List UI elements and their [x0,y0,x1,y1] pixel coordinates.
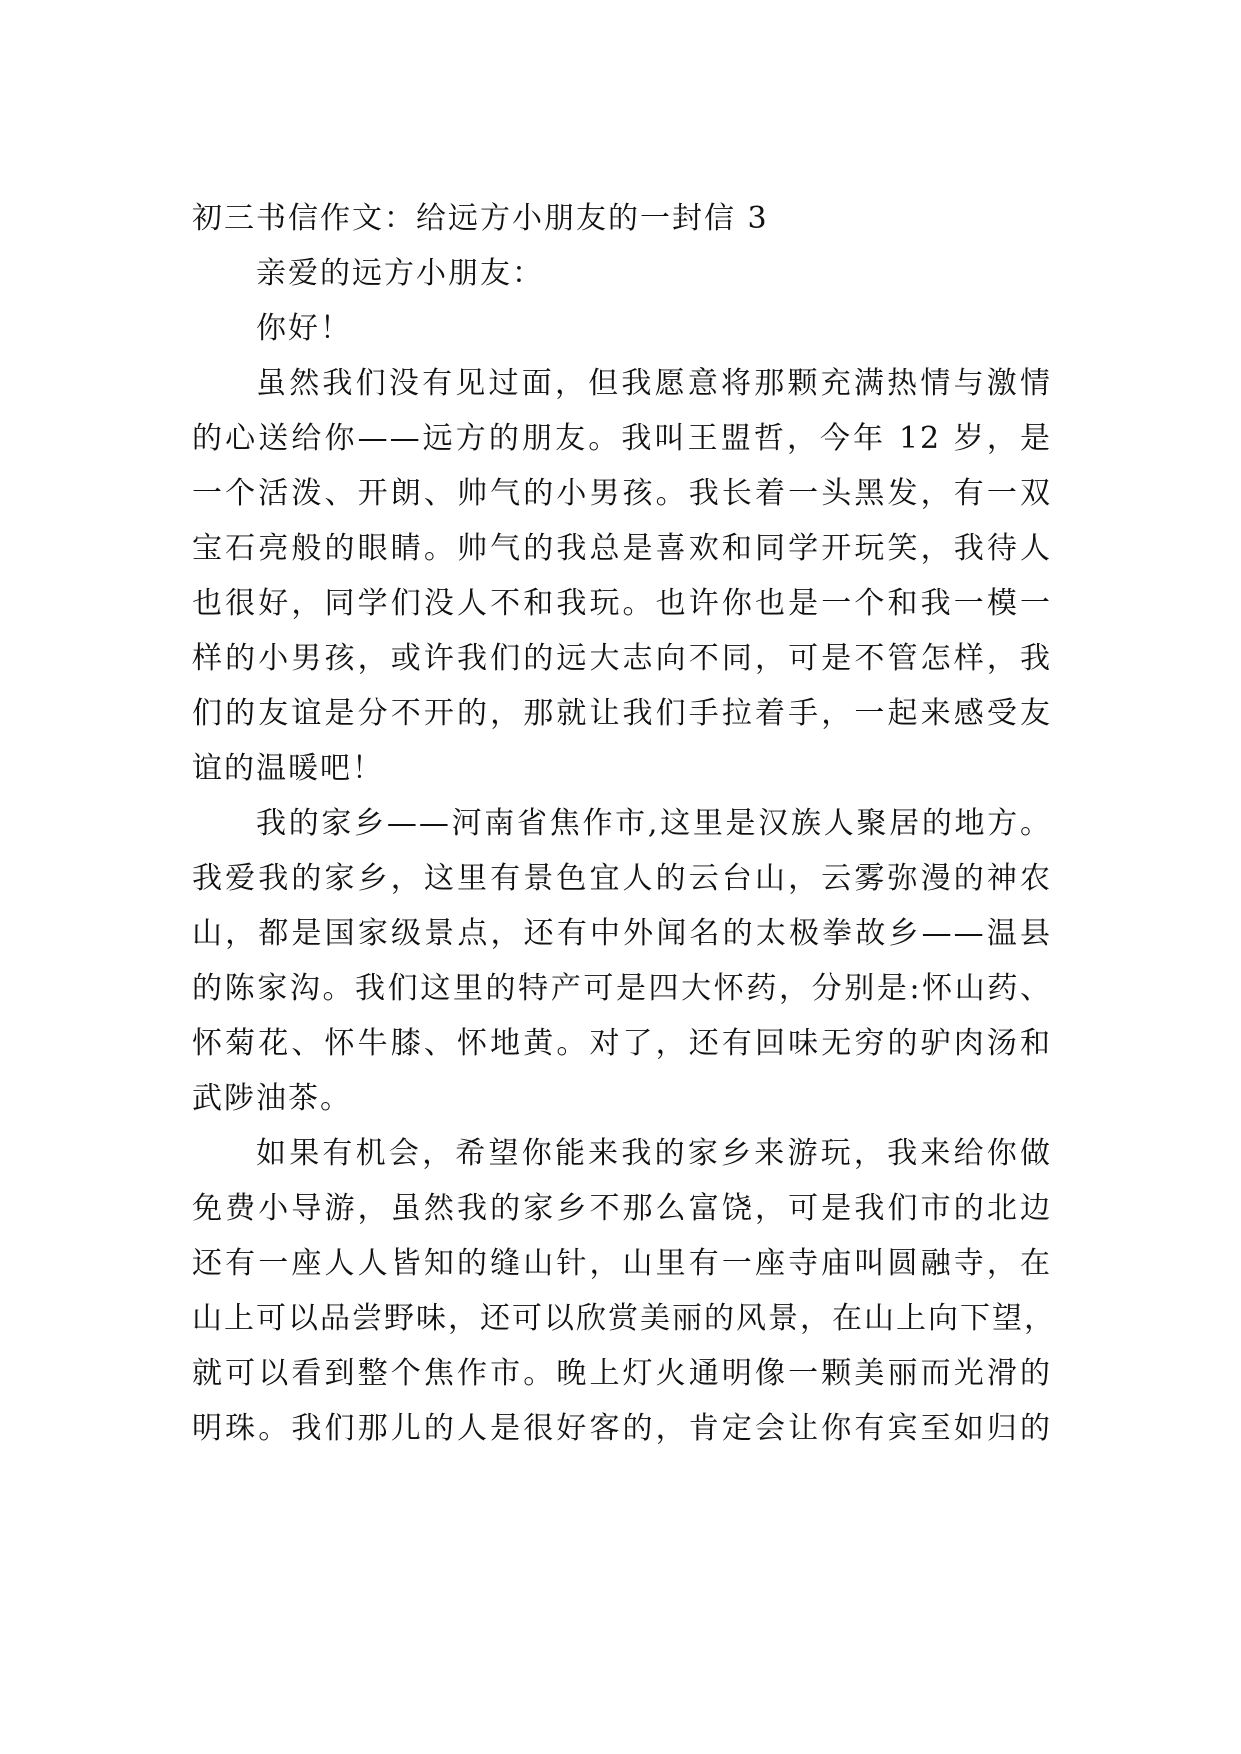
paragraph-line: 怀菊花、怀牛膝、怀地黄。对了，还有回味无穷的驴肉汤和 [192,1026,1052,1061]
paragraph-line: 的陈家沟。我们这里的特产可是四大怀药，分别是:怀山药、 [192,971,1052,1006]
document-title: 初三书信作文：给远方小朋友的一封信 3 [192,201,769,236]
salutation: 亲爱的远方小朋友： [256,256,544,291]
paragraph-line: 样的小男孩，或许我们的远大志向不同，可是不管怎样，我 [192,641,1052,676]
paragraph-line: 我的家乡——河南省焦作市,这里是汉族人聚居的地方。 [256,806,1052,841]
paragraph-line: 我爱我的家乡，这里有景色宜人的云台山，云雾弥漫的神农 [192,861,1052,896]
paragraph-line: 明珠。我们那儿的人是很好客的，肯定会让你有宾至如归的 [192,1411,1052,1446]
paragraph-line: 一个活泼、开朗、帅气的小男孩。我长着一头黑发，有一双 [192,476,1052,511]
paragraph-line: 宝石亮般的眼睛。帅气的我总是喜欢和同学开玩笑，我待人 [192,531,1052,566]
paragraph-line: 也很好，同学们没人不和我玩。也许你也是一个和我一模一 [192,586,1052,621]
paragraph-line: 的心送给你——远方的朋友。我叫王盟哲，今年 12 岁，是 [192,421,1052,456]
paragraph-line: 山，都是国家级景点，还有中外闻名的太极拳故乡——温县 [192,916,1052,951]
paragraph-line: 虽然我们没有见过面，但我愿意将那颗充满热情与激情 [256,366,1052,401]
paragraph-line: 如果有机会，希望你能来我的家乡来游玩，我来给你做 [256,1136,1052,1171]
paragraph-line: 山上可以品尝野味，还可以欣赏美丽的风景，在山上向下望， [192,1301,1056,1336]
paragraph-line: 谊的温暖吧！ [192,751,384,786]
greeting: 你好！ [256,311,352,346]
paragraph-line: 免费小导游，虽然我的家乡不那么富饶，可是我们市的北边 [192,1191,1052,1226]
paragraph-line: 们的友谊是分不开的，那就让我们手拉着手，一起来感受友 [192,696,1052,731]
paragraph-line: 还有一座人人皆知的缝山针，山里有一座寺庙叫圆融寺，在 [192,1246,1052,1281]
paragraph-line: 就可以看到整个焦作市。晚上灯火通明像一颗美丽而光滑的 [192,1356,1052,1391]
paragraph-line: 武陟油茶。 [192,1081,352,1116]
